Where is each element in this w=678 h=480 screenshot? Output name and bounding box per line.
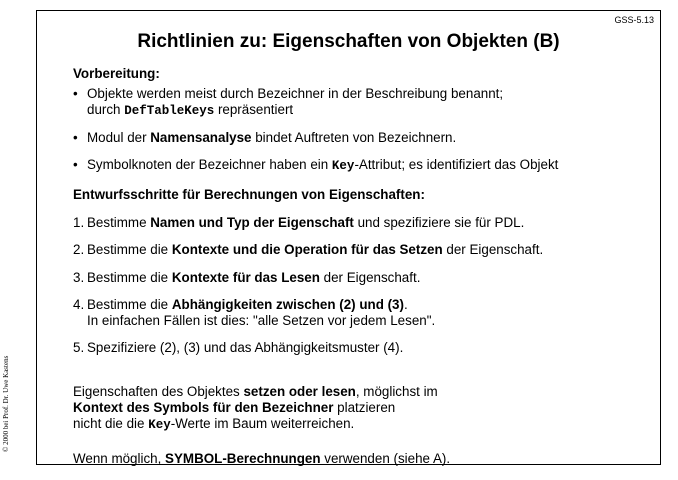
footer-p2-pre: Wenn möglich, xyxy=(73,451,166,466)
step-1-pre: Bestimme xyxy=(87,215,151,230)
step-number: 2. xyxy=(73,242,85,257)
bullet-2-pre: Modul der xyxy=(87,130,151,145)
code-deftablekeys: DefTableKeys xyxy=(124,104,215,118)
bullet-dot: • xyxy=(73,157,78,172)
step-4 xyxy=(73,297,435,329)
step-3-pre: Bestimme die xyxy=(87,270,172,285)
footer-p1b-post: platzieren xyxy=(333,400,396,415)
copyright-note: © 2000 bei Prof. Dr. Uwe Kastens xyxy=(2,355,10,452)
slide-title: Richtlinien zu: Eigenschaften von Objekten (B) xyxy=(137,31,560,52)
step-1-post: und spezifiziere sie für PDL. xyxy=(353,215,525,230)
step-2-bold: Kontexte und die Operation für das Setzen xyxy=(171,242,443,257)
step-number: 5. xyxy=(73,340,85,355)
bullet-1-line2-pre: durch xyxy=(87,102,125,117)
step-2-post: der Eigenschaft. xyxy=(442,242,544,257)
footer-p1a-pre: Eigenschaften des Objektes xyxy=(73,384,244,399)
step-2 xyxy=(73,242,543,258)
step-4-post: . xyxy=(403,297,408,312)
footer-p1c-post: -Werte im Baum weiterreichen. xyxy=(170,416,355,431)
bullet-2-bold: Namensanalyse xyxy=(150,130,252,145)
step-4-pre: Bestimme die xyxy=(87,297,172,312)
bullet-1-line2-post: repräsentiert xyxy=(214,102,294,117)
step-1 xyxy=(73,215,524,231)
step-number: 4. xyxy=(73,297,85,312)
step-5-text: Spezifiziere (2), (3) und das Abhängigkeitsmuster (4). xyxy=(87,340,404,355)
bullet-3-pre: Symbolknoten der Bezeichner haben ein xyxy=(87,157,332,172)
code-key: Key xyxy=(331,159,355,173)
footer-p2-bold: SYMBOL-Berechnungen xyxy=(165,451,321,466)
step-4-bold: Abhängigkeiten zwischen (2) und (3) xyxy=(171,297,404,312)
slide-frame xyxy=(36,10,661,465)
bullet-3 xyxy=(73,157,558,174)
step-4-line2: In einfachen Fällen ist dies: "alle Setzen vor jedem Lesen". xyxy=(87,313,436,328)
steps-heading: Entwurfsschritte für Berechnungen von Eigenschaften: xyxy=(73,187,425,202)
step-3 xyxy=(73,270,420,286)
bullet-dot: • xyxy=(73,86,78,101)
step-3-bold: Kontexte für das Lesen xyxy=(171,270,320,285)
step-5 xyxy=(73,340,403,356)
footer-p1a-bold: setzen oder lesen xyxy=(243,384,356,399)
footer-paragraph-1 xyxy=(73,384,438,433)
footer-p1c-pre: nicht die die xyxy=(73,416,149,431)
bullet-2 xyxy=(73,130,456,146)
slide-id: GSS-5.13 xyxy=(614,15,654,25)
bullet-3-post: -Attribut; es identifiziert das Objekt xyxy=(354,157,559,172)
bullet-2-post: bindet Auftreten von Bezeichnern. xyxy=(251,130,457,145)
footer-paragraph-2 xyxy=(73,451,450,467)
step-1-bold: Namen und Typ der Eigenschaft xyxy=(150,215,354,230)
bullet-1 xyxy=(73,86,503,119)
bullet-1-text: Objekte werden meist durch Bezeichner in der Beschreibung benannt; xyxy=(87,86,504,101)
code-key: Key xyxy=(148,418,171,432)
vorbereitung-heading: Vorbereitung: xyxy=(73,66,160,81)
footer-p1a-post: , möglichst im xyxy=(355,384,438,399)
step-number: 1. xyxy=(73,215,85,230)
step-2-pre: Bestimme die xyxy=(87,242,172,257)
step-number: 3. xyxy=(73,270,85,285)
bullet-dot: • xyxy=(73,130,78,145)
step-3-post: der Eigenschaft. xyxy=(319,270,421,285)
footer-p1b-bold: Kontext des Symbols für den Bezeichner xyxy=(73,400,334,415)
footer-p2-post: verwenden (siehe A). xyxy=(320,451,451,466)
